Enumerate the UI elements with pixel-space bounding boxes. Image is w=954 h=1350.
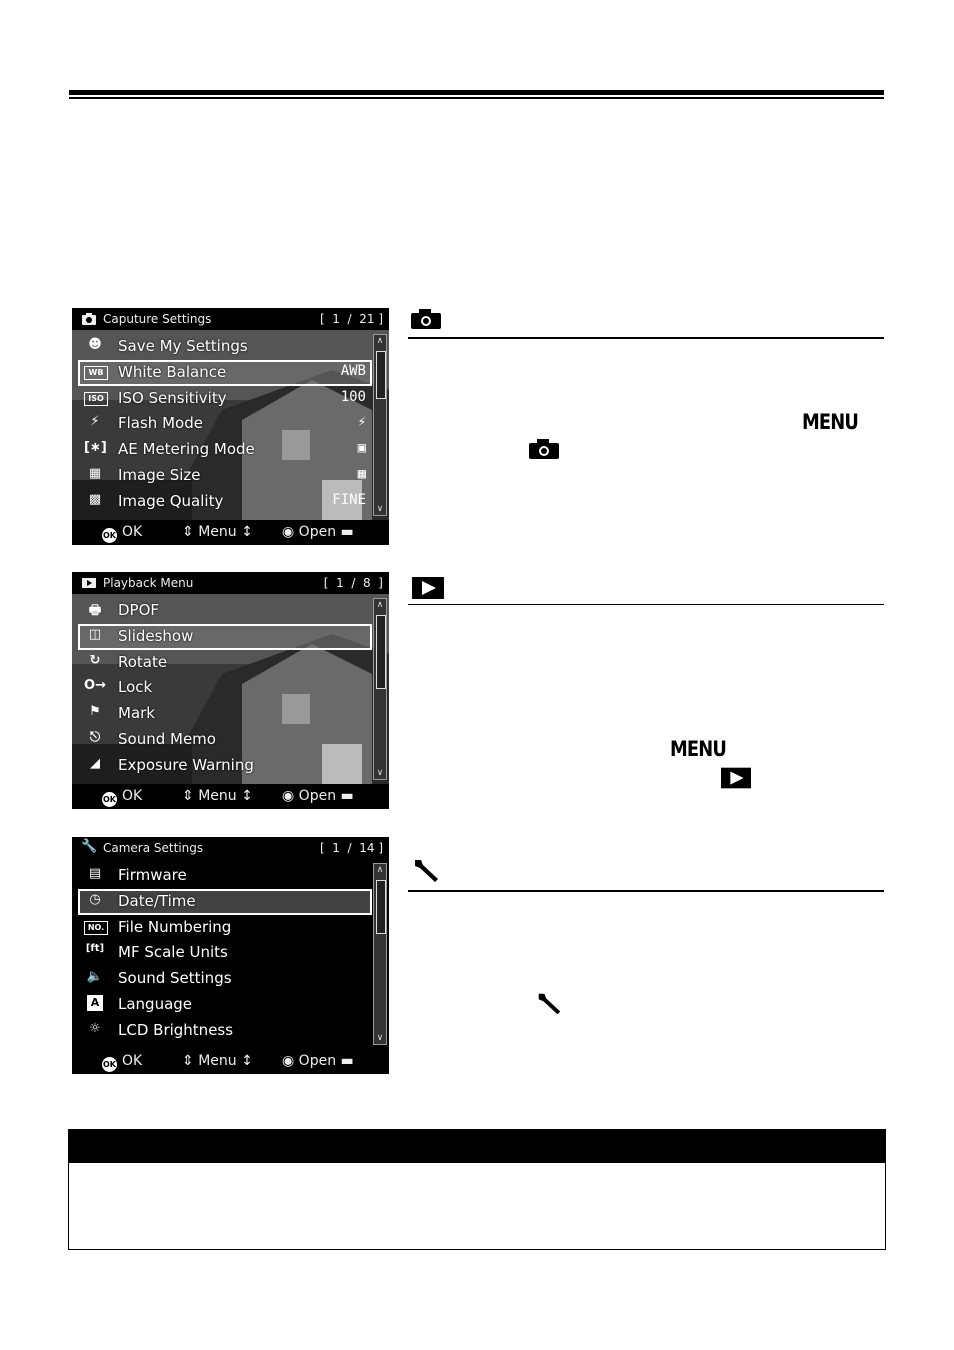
ok-button-icon: OK: [102, 792, 117, 807]
scroll-up-icon[interactable]: ∧: [376, 600, 384, 610]
updown-icon: ↕: [241, 524, 253, 540]
flash-icon: ⚡: [90, 414, 100, 430]
menu-item[interactable]: [∗] AE Metering Mode ▣: [84, 440, 366, 459]
flash-value-icon: ⚡: [357, 414, 366, 431]
menu-item[interactable]: O→ Lock: [84, 678, 153, 697]
scrollbar[interactable]: [373, 334, 387, 516]
image-size-value-icon: ▦: [357, 465, 366, 482]
menu-item[interactable]: ☻ Save My Settings: [78, 334, 372, 360]
scroll-up-icon[interactable]: ∧: [376, 865, 384, 875]
scroll-thumb[interactable]: [376, 615, 386, 689]
capture-settings-screen: [72, 308, 389, 545]
playback-menu-screen: [72, 572, 389, 809]
firmware-icon: ▤: [88, 866, 102, 881]
menu-item[interactable]: ⚡ Flash Mode ⚡: [78, 411, 372, 437]
menu-item[interactable]: ⎋ Sound Memo: [78, 727, 372, 753]
setup-section-wrench-icon: [411, 858, 441, 884]
menu-item[interactable]: A Language: [78, 992, 372, 1018]
exposure-warning-icon: ◢: [90, 755, 100, 771]
open-hint: ◉ Open ▬: [282, 788, 354, 804]
person-settings-icon: ☻: [88, 337, 102, 352]
menu-item[interactable]: ⚑ Mark: [78, 701, 372, 727]
speaker-icon: 🔈: [86, 969, 104, 985]
open-hint: ◉ Open ▬: [282, 1053, 354, 1069]
rotate-icon: ↻: [89, 652, 101, 668]
menu-item[interactable]: 🖶 DPOF: [78, 598, 372, 624]
page-indicator: [ 1 / 21 ]: [319, 312, 383, 326]
language-icon: A: [87, 995, 103, 1011]
open-arrow-icon: ▬: [340, 524, 354, 540]
menu-item[interactable]: 🔈 Sound Settings: [78, 966, 372, 992]
menu-button-label: MENU: [670, 737, 726, 761]
clock-icon: ◷: [89, 891, 101, 907]
page-indicator: [ 1 / 14 ]: [319, 841, 383, 855]
ok-button-icon: OK: [102, 1057, 117, 1072]
setup-section-rule: [408, 890, 884, 892]
metering-value-icon: ▣: [357, 440, 366, 457]
open-button-icon: ◉: [282, 524, 295, 540]
menu-item[interactable]: [ft] MF Scale Units: [85, 943, 228, 962]
scroll-thumb[interactable]: [376, 880, 386, 934]
camera-settings-screen: [72, 837, 389, 1074]
menu-list: [78, 334, 372, 515]
screen-title: Camera Settings: [103, 841, 204, 855]
iso-icon: ISO: [84, 392, 108, 406]
menu-item[interactable]: ▦ Image Size ▦: [78, 463, 372, 489]
dpof-icon: 🖶: [88, 603, 102, 618]
wrench-icon: 🔧: [81, 839, 98, 854]
ok-hint: OK OK: [102, 524, 142, 543]
updown-icon: ↕: [241, 788, 253, 804]
wb-icon: WB: [84, 366, 108, 380]
microphone-icon: ⎋: [89, 729, 101, 745]
scroll-down-icon[interactable]: ∨: [376, 768, 384, 778]
play-icon: [81, 576, 97, 590]
screen-title: Playback Menu: [103, 576, 194, 590]
file-numbering-icon: NO.: [84, 921, 108, 935]
camera-icon: [81, 312, 97, 326]
menu-item-selected[interactable]: ◷ Date/Time: [78, 889, 372, 915]
camera-icon: [528, 438, 560, 460]
menu-hint: ⇕ Menu ↕: [182, 524, 253, 540]
menu-item[interactable]: ☼ LCD Brightness: [78, 1018, 372, 1044]
page-indicator: [ 1 / 8 ]: [323, 576, 383, 590]
screen-footer: [72, 1049, 389, 1074]
ok-hint: OK OK: [102, 1053, 142, 1072]
updown-icon: ↕: [241, 1053, 253, 1069]
playback-section-play-icon: [412, 577, 444, 599]
menu-button-label: MENU: [802, 410, 858, 434]
menu-item[interactable]: ↻ Rotate: [78, 650, 372, 676]
screen-header: [72, 308, 389, 330]
open-button-icon: ◉: [282, 1053, 295, 1069]
ok-button-icon: OK: [102, 528, 117, 543]
open-hint: ◉ Open ▬: [282, 524, 354, 540]
dial-icon: ⇕: [182, 788, 194, 804]
menu-item[interactable]: NO. File Numbering: [78, 915, 372, 941]
open-arrow-icon: ▬: [340, 788, 354, 804]
scroll-down-icon[interactable]: ∨: [376, 504, 384, 514]
scrollbar[interactable]: [373, 863, 387, 1045]
header-rule-thin: [69, 97, 884, 99]
wrench-icon: [535, 991, 563, 1017]
menu-item[interactable]: ▩ Image Quality FINE: [78, 489, 372, 515]
open-button-icon: ◉: [282, 788, 295, 804]
mark-flag-icon: ⚑: [89, 704, 101, 720]
menu-list: [78, 863, 372, 1044]
menu-hint: ⇕ Menu ↕: [182, 1053, 253, 1069]
menu-hint: ⇕ Menu ↕: [182, 788, 253, 804]
scroll-up-icon[interactable]: ∧: [376, 336, 384, 346]
screen-title: Caputure Settings: [103, 312, 212, 326]
play-icon: [721, 767, 751, 789]
menu-item[interactable]: ISO ISO Sensitivity 100: [78, 386, 372, 412]
scroll-thumb[interactable]: [376, 351, 386, 399]
dial-icon: ⇕: [182, 524, 194, 540]
screen-header: [72, 837, 389, 859]
open-arrow-icon: ▬: [340, 1053, 354, 1069]
dial-icon: ⇕: [182, 1053, 194, 1069]
capture-section-rule: [408, 337, 884, 339]
image-size-icon: ▦: [88, 465, 102, 481]
screen-footer: [72, 520, 389, 545]
screen-footer: [72, 784, 389, 809]
image-quality-icon: ▩: [88, 491, 102, 507]
note-header-bar: [68, 1129, 886, 1163]
scrollbar[interactable]: [373, 598, 387, 780]
playback-section-rule: [408, 604, 884, 605]
capture-section-camera-icon: [410, 308, 442, 330]
brightness-icon: ☼: [89, 1020, 101, 1036]
header-rule-thick: [69, 90, 884, 95]
menu-item-selected[interactable]: ◫ Slideshow: [78, 624, 372, 650]
menu-item[interactable]: ◢ Exposure Warning: [78, 753, 372, 779]
menu-item-selected[interactable]: WB White Balance AWB: [78, 360, 372, 386]
ok-hint: OK OK: [102, 788, 142, 807]
metering-icon: [∗]: [84, 440, 107, 456]
scale-units-icon: [ft]: [85, 943, 105, 955]
lock-icon: O→: [84, 678, 106, 694]
menu-list: [78, 598, 372, 779]
scroll-down-icon[interactable]: ∨: [376, 1033, 384, 1043]
menu-item[interactable]: ▤ Firmware: [78, 863, 372, 889]
screen-header: [72, 572, 389, 594]
slideshow-icon: ◫: [88, 626, 102, 642]
